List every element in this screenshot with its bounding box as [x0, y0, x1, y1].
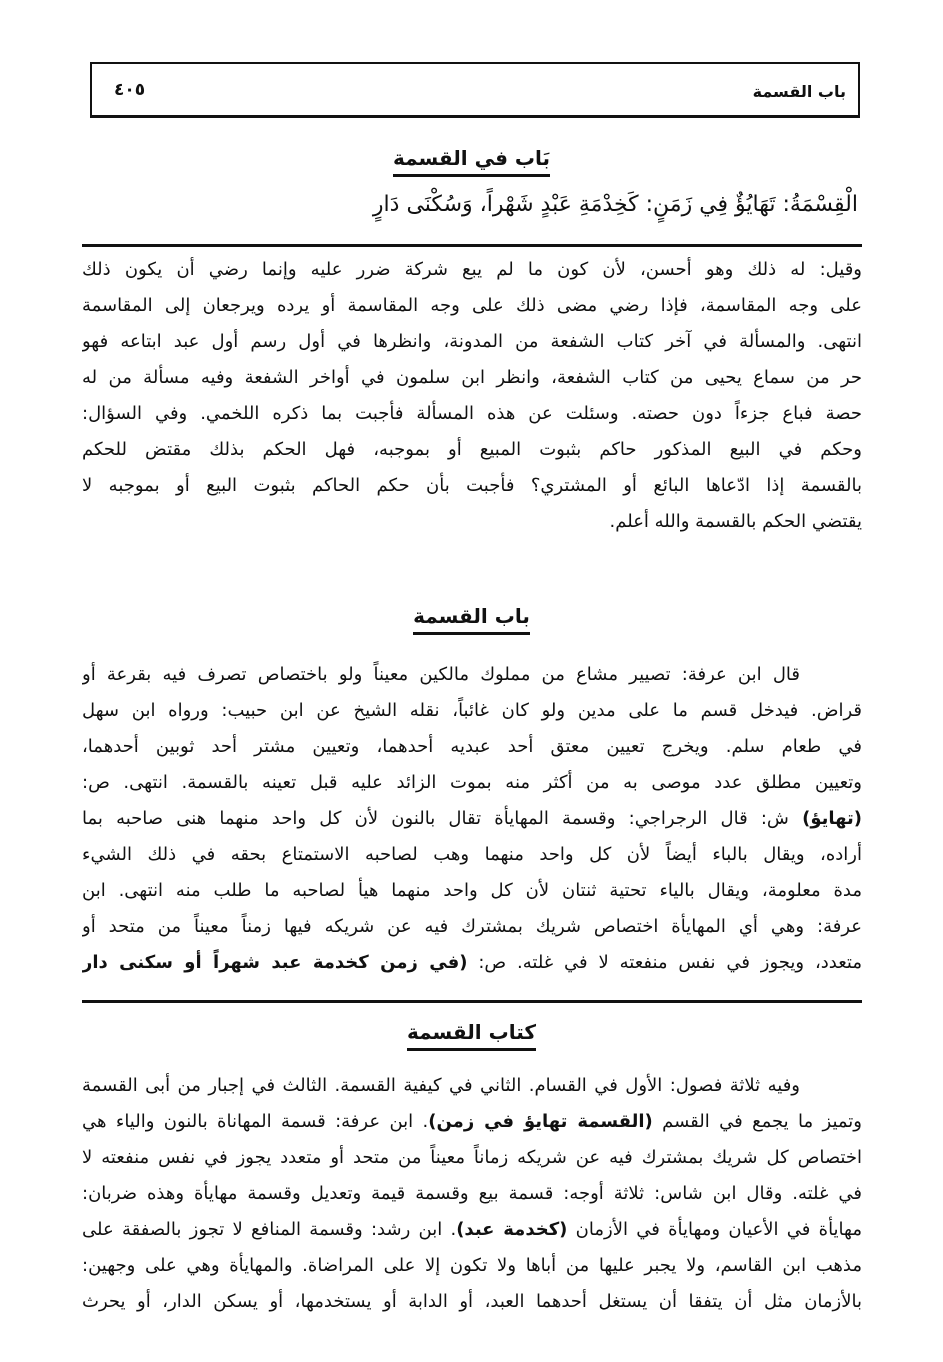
text-line — [82, 657, 862, 693]
text-segment: على وجه المقاسمة، فإذا رضي مضى ذلك على وجه المقاسمة أو يرده ويرجعان إلى المقاسمة — [82, 295, 862, 316]
text-line — [82, 1212, 862, 1248]
commentary-paragraph-1 — [82, 252, 862, 540]
text-segment: بالأزمان مثل أن يتفقا أن يستغل أحدهما العبد، أو الدابة أو يستخدمها، أو يسكن الدار، أو يحرث — [82, 1291, 862, 1312]
text-line — [82, 1068, 862, 1104]
text-segment: حر من سماع يحيى من كتاب الشفعة، وانظر ابن سلمون في أواخر الشفعة وفيه مسألة من له — [82, 367, 862, 388]
text-line — [82, 1104, 862, 1140]
text-segment: اختصاص كل شريك بمشترك فيه عن شريكه زماناً معيناً من متحد أو متعدد يجوز في نفس منفعته لا — [82, 1147, 862, 1168]
running-header — [90, 62, 860, 118]
text-segment: في طعام سلم. ويخرج تعيين معتق أحد عبديه أحدهما، وتعيين مشتر أحد ثوبين أحدهما، — [82, 736, 862, 757]
text-segment: حصة فباع جزءاً دون حصته. وسئلت عن هذه المسألة فأجبت بما ذكره اللخمي. وفي السؤال: — [82, 403, 862, 424]
commentary-paragraph-3 — [82, 1068, 862, 1320]
text-segment: في غلته. وقال ابن شاس: ثلاثة أوجه: قسمة بيع وقسمة قيمة وتعديل وقسمة مهايأة وهذه ضربان: — [82, 1183, 862, 1204]
text-line — [82, 504, 862, 540]
text-segment: وتعيين مطلق عدد موصى به من أكثر منه بموت الزائد عليه قبل تعينه بالقسمة. انتهى. ص: — [82, 772, 862, 793]
bold-text-segment: (القسمة تهايؤ في زمن) — [428, 1111, 653, 1132]
text-line — [82, 765, 862, 801]
section-heading-3 — [0, 1020, 943, 1044]
text-segment: . ابن رشد: وقسمة المنافع لا تجوز بالصفقة على — [82, 1219, 457, 1240]
divider — [82, 1000, 862, 1003]
page-number: ٤٠٥ — [114, 80, 146, 100]
bold-text-segment: (كخدمة عبد) — [456, 1219, 568, 1240]
text-segment: وفيه ثلاثة فصول: الأول في القسام. الثاني في كيفية القسمة. الثالث في إجبار من أبى القسمة — [82, 1075, 800, 1096]
text-line — [82, 729, 862, 765]
text-line — [82, 288, 862, 324]
divider — [82, 244, 862, 247]
text-segment: قراض. فيدخل قسم ما على مدين ولو كان غائباً، نقله الشيخ عن ابن حبيب: ورواه ابن سهل — [82, 700, 862, 721]
bold-text-segment: (تهايؤ) — [802, 808, 862, 829]
text-line — [82, 801, 862, 837]
text-line — [82, 1176, 862, 1212]
text-line — [82, 1140, 862, 1176]
text-line — [82, 909, 862, 945]
running-header-title: باب القسمة — [752, 82, 846, 101]
commentary-paragraph-2 — [82, 657, 862, 981]
text-segment: وتميز ما يجمع في القسم — [652, 1111, 862, 1132]
text-line — [82, 252, 862, 288]
heading-text: بَاب في القسمة — [393, 146, 550, 177]
text-line — [82, 945, 862, 981]
text-line — [82, 873, 862, 909]
text-segment: يقتضي الحكم بالقسمة والله أعلم. — [609, 511, 862, 532]
text-line — [82, 396, 862, 432]
text-segment: مدة معلومة، ويقال بالياء تحتية ثنتان لأن كل واحد منهما هيأ لصاحبه ما طلب منه انتهى. ابن — [82, 880, 862, 901]
text-segment: ش: قال الرجراجي: وقسمة المهايأة تقال بالنون لأن كل واحد منهما هنى صاحبه بما — [82, 808, 803, 829]
text-segment: وقيل: له ذلك وهو أحسن، لأن كون ما لم يبع شركة ضرر عليه وإنما رضي أن يكون ذلك — [82, 259, 862, 280]
text-segment: مهايأة في الأعيان ومهايأة في الأزمان — [567, 1219, 862, 1240]
text-segment: بالقسمة إذا ادّعاها البائع أو المشتري؟ فأجبت بأن حكم الحاكم بثبوت البيع أو بموجبه لا — [82, 475, 862, 496]
text-line — [82, 837, 862, 873]
text-segment: متعدد، ويجوز في نفس منفعته لا في غلته. ص: — [467, 952, 862, 973]
text-segment: انتهى. والمسألة في آخر كتاب الشفعة من المدونة، وانظرها في أول رسم أول عبد ابتاعه فهو — [82, 331, 862, 352]
text-line — [82, 1248, 862, 1284]
text-segment: وحكم في البيع المذكور حاكم بثبوت المبيع أو بموجبه، فهل الحكم بذلك مقتض للحكم — [82, 439, 862, 460]
text-line — [82, 360, 862, 396]
bold-text-segment: (في زمن كخدمة عبد شهراً أو سكنى دار — [82, 952, 468, 973]
text-segment: قال ابن عرفة: تصيير مشاع من مملوك مالكين معيناً ولو باختصاص تصرف فيه بقرعة أو — [82, 664, 800, 685]
matn-text: الْقِسْمَةُ: تَهَايُؤٌ فِي زَمَنٍ: كَخِدْمَةِ عَبْدٍ شَهْراً، وَسُكْنَى دَارٍ — [372, 192, 858, 217]
text-segment: أراده، ويقال بالباء أيضاً لأن كل واحد منهما وهب لصاحبه الاستمتاع بحقه في ذلك الشيء — [82, 844, 862, 865]
section-heading-1 — [0, 146, 943, 170]
section-heading-2 — [0, 604, 943, 628]
text-line — [82, 1284, 862, 1320]
text-segment: مذهب ابن القاسم، ولا يجبر عليها من أباها ولا تكون إلا على المراضاة. والمهايأة وهي على وجهين: — [82, 1255, 862, 1276]
text-segment: عرفة: وهي أي المهايأة اختصاص شريك بمشترك فيه عن شريكه فيها زمناً معيناً من متحد أو — [82, 916, 862, 937]
text-segment: . ابن عرفة: قسمة المهاناة بالنون والياء هي — [82, 1111, 429, 1132]
heading-text: باب القسمة — [413, 604, 530, 635]
text-line — [82, 324, 862, 360]
text-line — [82, 693, 862, 729]
heading-text: كتاب القسمة — [407, 1020, 536, 1051]
text-line — [82, 468, 862, 504]
text-line — [82, 432, 862, 468]
